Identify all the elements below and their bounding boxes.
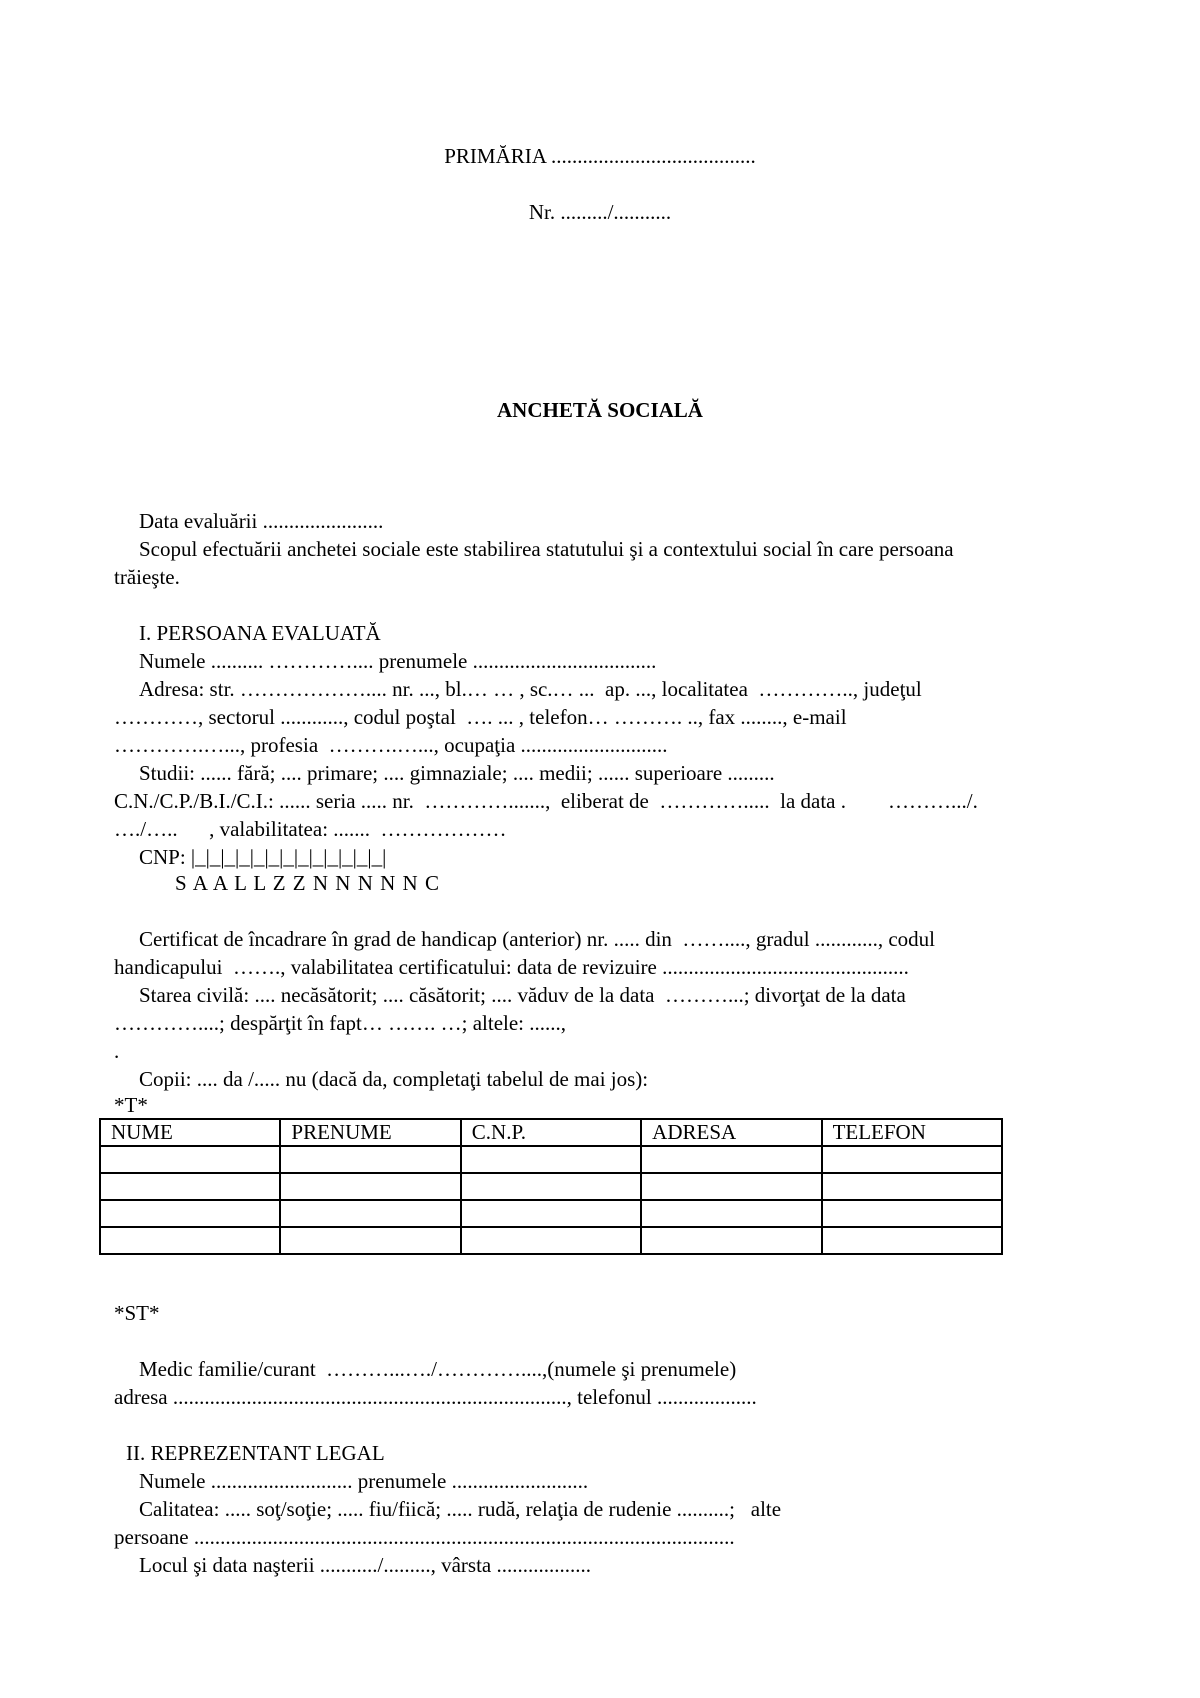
capacity-line-2: persoane .......................................................................................................: [114, 1525, 735, 1549]
table-row: [100, 1200, 1002, 1227]
number-line: Nr. ........./...........: [528, 200, 672, 224]
section2-heading: II. REPREZENTANT LEGAL: [126, 1441, 385, 1465]
children-line: Copii: .... da /..... nu (dacă da, completaţi tabelul de mai jos):: [139, 1067, 649, 1091]
section1-heading: I. PERSOANA EVALUATĂ: [139, 621, 381, 645]
table-cell: [461, 1173, 641, 1200]
address-line-1: Adresa: str. ……………….... nr. ..., bl.… … , sc.… ... ap. ..., localitatea ………….., judeţul: [139, 677, 922, 701]
table-cell: [822, 1146, 1002, 1173]
certificate-line-2: handicapului ……., valabilitatea certificatului: data de revizuire ...............................................: [114, 955, 909, 979]
table-cell: [641, 1227, 821, 1254]
certificate-line-1: Certificat de încadrare în grad de handicap (anterior) nr. ..... din ……...., gradul ............, codul: [139, 927, 935, 951]
representative-name-line: Numele ........................... prenumele ..........................: [139, 1469, 589, 1493]
cnp-line: CNP: |_|_|_|_|_|_|_|_|_|_|_|_|_|: [139, 845, 387, 869]
address-line-2: …………, sectorul ............, codul poştal …. ... , telefon… ………. .., fax ........, e-mail: [114, 705, 847, 729]
header-telefon: TELEFON: [822, 1119, 1002, 1146]
purpose-line-1: Scopul efectuării anchetei sociale este stabilirea statutului şi a contextului social în care persoana: [139, 537, 954, 561]
table-cell: [822, 1200, 1002, 1227]
table-cell: [280, 1146, 460, 1173]
table-cell: [100, 1227, 280, 1254]
table-cell: [100, 1173, 280, 1200]
children-table: [99, 1118, 1003, 1255]
id-card-line-1: C.N./C.P./B.I./C.I.: ...... seria ..... nr. …………......., eliberat de …………..... la data . ……….../.: [114, 789, 978, 813]
table-row: [100, 1173, 1002, 1200]
cnp-legend: S A A L L Z Z N N N N N C: [175, 871, 440, 895]
header-cnp: C.N.P.: [461, 1119, 641, 1146]
id-card-line-2: …./….. , valabilitatea: ....... ………………: [114, 817, 507, 841]
table-header-row: [100, 1119, 1002, 1146]
header-nume: NUME: [100, 1119, 280, 1146]
table-cell: [641, 1200, 821, 1227]
table-cell: [461, 1227, 641, 1254]
table-cell: [641, 1146, 821, 1173]
purpose-line-2: trăieşte.: [114, 565, 180, 589]
table-cell: [822, 1227, 1002, 1254]
table-start-marker: *T*: [114, 1093, 148, 1117]
table-cell: [461, 1200, 641, 1227]
header-prenume: PRENUME: [280, 1119, 460, 1146]
table-row: [100, 1146, 1002, 1173]
address-line-3: ………….…..., profesia ……….…..., ocupaţia ............................: [114, 733, 668, 757]
table-cell: [641, 1173, 821, 1200]
studies-line: Studii: ...... fără; .... primare; .... gimnaziale; .... medii; ...... superioare .........: [139, 761, 775, 785]
table-cell: [280, 1227, 460, 1254]
table-end-marker: *ST*: [114, 1301, 160, 1325]
table-cell: [461, 1146, 641, 1173]
doctor-line-1: Medic familie/curant ………...…./…………....,(numele şi prenumele): [139, 1357, 737, 1381]
civil-status-line-1: Starea civilă: .... necăsătorit; .... căsătorit; .... văduv de la data ………...; divorţat de la data: [139, 983, 906, 1007]
person-name-line: Numele .......... ………….... prenumele ...................................: [139, 649, 657, 673]
civil-status-line-2: …………....; despărţit în fapt… ……. …; altele: ......,: [114, 1011, 567, 1035]
document-title: ANCHETĂ SOCIALĂ: [497, 398, 703, 422]
header-adresa: ADRESA: [641, 1119, 821, 1146]
table-cell: [100, 1200, 280, 1227]
table-cell: [100, 1146, 280, 1173]
primaria-line: PRIMĂRIA .......................................: [444, 144, 756, 168]
table-cell: [822, 1173, 1002, 1200]
table-cell: [280, 1173, 460, 1200]
evaluation-date: Data evaluării .......................: [139, 509, 384, 533]
capacity-line-1: Calitatea: ..... soţ/soţie; ..... fiu/fiică; ..... rudă, relaţia de rudenie ..........; alte: [139, 1497, 782, 1521]
table-cell: [280, 1200, 460, 1227]
stray-dot: .: [114, 1039, 120, 1063]
birth-line: Locul şi data naşterii .........../........., vârsta ..................: [139, 1553, 592, 1577]
table-row: [100, 1227, 1002, 1254]
doctor-line-2: adresa ..........................................................................., telefonul ...................: [114, 1385, 757, 1409]
